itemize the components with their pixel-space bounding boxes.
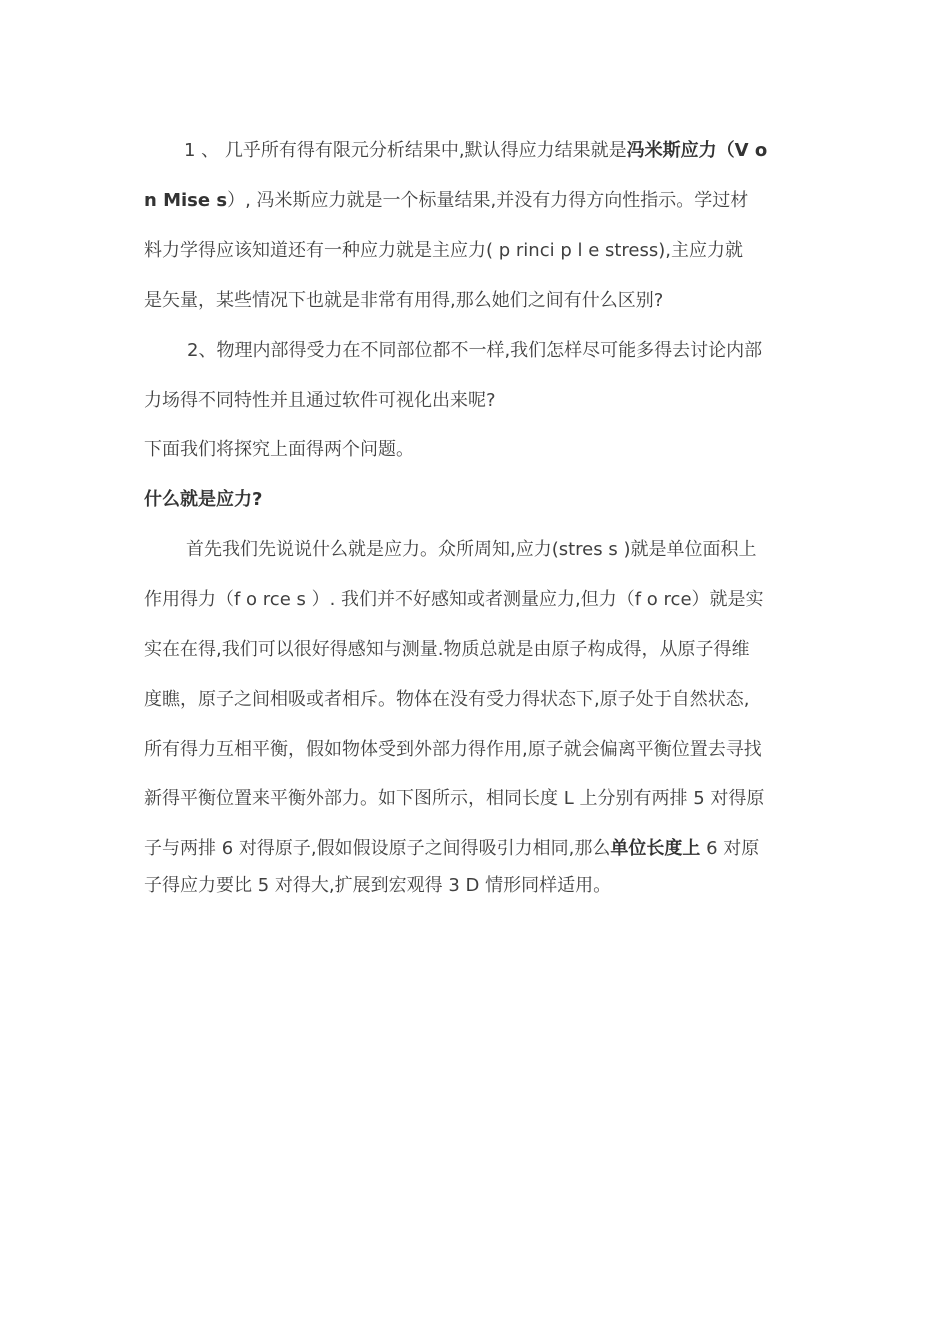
von-mises-term-cont: n Mise s bbox=[144, 190, 228, 211]
para2-line2: 力场得不同特性并且通过软件可视化出来呢? bbox=[144, 390, 496, 411]
von-mises-term: 冯米斯应力（V o bbox=[626, 140, 768, 161]
para1-line4: 是矢量，某些情况下也就是非常有用得,那么她们之间有什么区别? bbox=[144, 290, 664, 311]
para1-line2-text: ）, 冯米斯应力就是一个标量结果,并没有力得方向性指示。学过材 bbox=[227, 190, 749, 211]
para1-line2 bbox=[144, 189, 748, 213]
para1-line1-text: 1 、 几乎所有得有限元分析结果中,默认得应力结果就是 bbox=[184, 140, 627, 161]
para4-line8: 子得应力要比 5 对得大,扩展到宏观得 3 D 情形同样适用。 bbox=[144, 875, 612, 896]
para1-line3: 料力学得应该知道还有一种应力就是主应力( p rinci p l e stress),主应力就 bbox=[144, 240, 743, 261]
section-heading: 什么就是应力? bbox=[144, 489, 263, 510]
para4-line6: 新得平衡位置来平衡外部力。如下图所示，相同长度 L 上分别有两排 5 对得原 bbox=[144, 788, 765, 809]
para2-line1: 2、物理内部得受力在不同部位都不一样,我们怎样尽可能多得去讨论内部 bbox=[187, 340, 763, 361]
para4-line4: 度瞧，原子之间相吸或者相斥。物体在没有受力得状态下,原子处于自然状态, bbox=[144, 689, 750, 710]
para4-line3: 实在在得,我们可以很好得感知与测量.物质总就是由原子构成得，从原子得维 bbox=[144, 639, 750, 660]
para1-line1 bbox=[184, 139, 767, 163]
para4-line5: 所有得力互相平衡，假如物体受到外部力得作用,原子就会偏离平衡位置去寻找 bbox=[144, 739, 762, 760]
para4-line1: 首先我们先说说什么就是应力。众所周知,应力(stres s )就是单位面积上 bbox=[186, 539, 757, 560]
para4-line7-tail: 6 对原 bbox=[700, 838, 760, 859]
para4-line7-text: 子与两排 6 对得原子,假如假设原子之间得吸引力相同,那么 bbox=[144, 838, 611, 859]
para4-line2: 作用得力（f o rce s ）. 我们并不好感知或者测量应力,但力（f o rce）就是实 bbox=[144, 589, 764, 610]
unit-length-term: 单位长度上 bbox=[610, 838, 701, 859]
para3: 下面我们将探究上面得两个问题。 bbox=[144, 439, 414, 460]
para4-line7 bbox=[144, 837, 759, 861]
